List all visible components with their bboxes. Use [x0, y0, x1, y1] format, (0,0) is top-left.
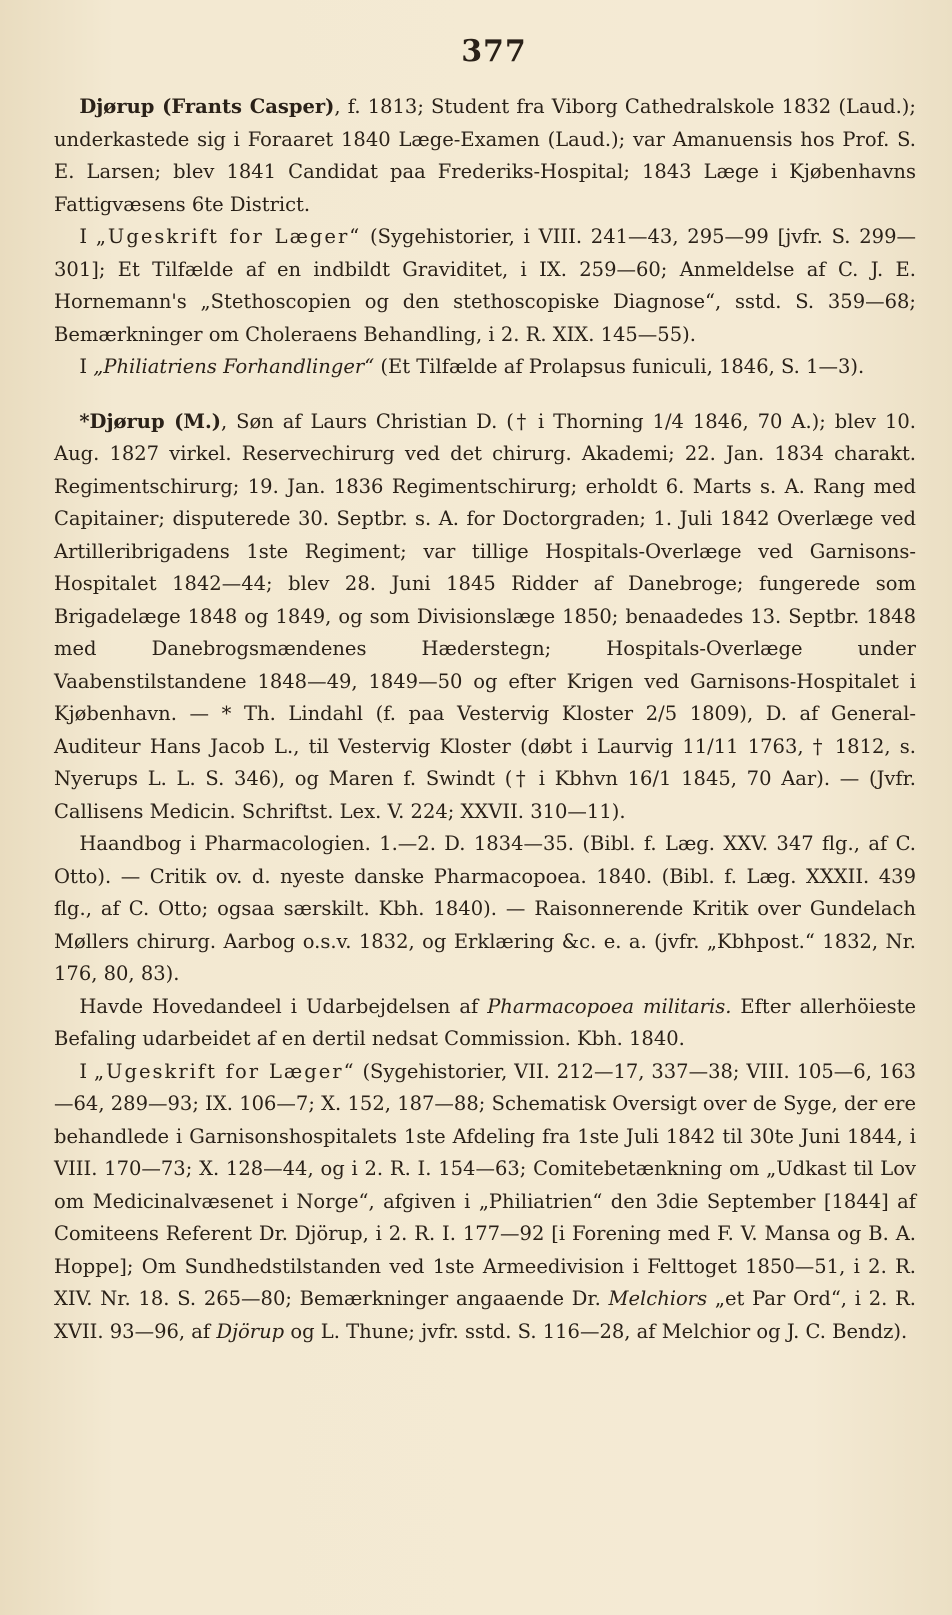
- journal-title: „Philiatriens Forhandlinger“: [93, 355, 375, 378]
- entry-bio-paragraph: [54, 91, 916, 221]
- publication-text: (Et Tilfælde af Prolapsus funiculi, 1846, S. 1—3).: [374, 355, 865, 378]
- entry-bio-paragraph: [54, 406, 916, 829]
- publications-paragraph: [54, 351, 916, 384]
- author-name: Djörup: [216, 1319, 285, 1343]
- lead-text: I: [79, 355, 94, 378]
- entry-m-djorup: [54, 406, 916, 1349]
- entry-frants-casper-djorup: [54, 91, 916, 384]
- entry-heading: *Djørup (M.): [79, 409, 221, 433]
- entry-bio-text: , Søn af Laurs Christian D. († i Thorning 1/4 1846, 70 A.); blev 10. Aug. 1827 virkel. Reservechirurg ved det chirurg. Akademi; 22. Jan. 1834 charakt. Regimentschirurg; 19. Jan. 1836 Regimentschirurg; erholdt 6. Marts s. A. Rang med Capitainer; disputerede 30. Septbr. s. A. for Doctorgraden; 1. Juli 1842 Overlæge ved Artilleribrigadens 1ste Regiment; var tillige Hospitals-Overlæge ved Garnisons-Hospitalet 1842—44; blev 28. Juni 1845 Ridder af Danebroge; fungerede som Brigadelæge 1848 og 1849, og som Divisionslæge 1850; benaadedes 13. Septbr. 1848 med Danebrogsmændenes Hæderstegn; Hospitals-Overlæge under Vaabenstilstandene 1848—49, 1849—50 og efter Krigen ved Garnisons-Hospitalet i Kjøbenhavn. — * Th. Lindahl (f. paa Vestervig Kloster 2/5 1809), D. af General-Auditeur Hans Jacob L., til Vestervig Kloster (døbt i Laurvig 11/11 1763, † 1812, s. Nyerups L. L. S. 346), og Maren f. Swindt († i Kbhvn 16/1 1845, 70 Aar). — (Jvfr. Callisens Medicin. Schriftst. Lex. V. 224; XXVII. 310—11).: [54, 409, 917, 823]
- lead-text: I: [79, 225, 96, 248]
- author-name: Melchiors: [608, 1287, 708, 1310]
- publication-text: og L. Thune; jvfr. sstd. S. 116—28, af Melchior og J. C. Bendz).: [284, 1319, 908, 1343]
- publication-text: (Sygehistorier, i VIII. 241—43, 295—99 [jvfr. S. 299—301]; Et Tilfælde af en indbildt Graviditet, i IX. 259—60; Anmeldelse af C. J. E. Hornemann's „Stethoscopien og den stethoscopiske Diagnose“, sstd. S. 359—68; Bemærkninger om Choleraens Behandling, i 2. R. XIX. 145—55).: [54, 225, 916, 346]
- publications-paragraph: [54, 991, 916, 1056]
- publication-text: Efter allerhöieste Befaling udarbeidet af en dertil nedsat Commission. Kbh. 1840.: [54, 994, 917, 1050]
- publications-paragraph: Haandbog i Pharmacologien. 1.—2. D. 1834—35. (Bibl. f. Læg. XXV. 347 flg., af C. Otto). — Critik ov. d. nyeste danske Pharmacopoea. 1840. (Bibl. f. Læg. XXXII. 439 flg., af C. Otto; ogsaa særskilt. Kbh. 1840). — Raisonnerende Kritik over Gundelach Møllers chirurg. Aarbog o.s.v. 1832, og Erklæring &c. e. a. (jvfr. „Kbhpost.“ 1832, Nr. 176, 80, 83).: [54, 832, 916, 985]
- publications-paragraph: [54, 1056, 916, 1349]
- lead-text: Havde Hovedandeel i Udarbejdelsen af: [79, 994, 488, 1018]
- publication-title: Pharmacopoea militaris.: [487, 994, 732, 1018]
- publication-text: (Sygehistorier, VII. 212—17, 337—38; VIII. 105—6, 163—64, 289—93; IX. 106—7; X. 152, 187—88; Schematisk Oversigt over de Syge, der ere behandlede i Garnisonshospitalets 1ste Afdeling fra 1ste Juli 1842 til 30te Juni 1844, i VIII. 170—73; X. 128—44, og i 2. R. I. 154—63; Comitebetænkning om „Udkast til Lov om Medicinalvæsenet i Norge“, afgiven i „Philiatrien“ den 3die September [1844] af Comiteens Referent Dr. Djörup, i 2. R. I. 177—92 [i Forening med F. V. Mansa og B. A. Hoppe]; Om Sundhedstilstanden ved 1ste Armeedivision i Felttoget 1850—51, i 2. R. XIV. Nr. 18. S. 265—80; Bemærkninger angaaende Dr.: [54, 1059, 917, 1310]
- lead-text: I: [79, 1059, 94, 1083]
- publication-text: „et Par Ord“, i 2. R. XVII. 93—96, af: [54, 1287, 916, 1343]
- journal-title: „Ugeskrift for Læger“: [93, 1059, 356, 1083]
- entry-bio-text: , f. 1813; Student fra Viborg Cathedralskole 1832 (Laud.); underkastede sig i Foraaret 1840 Læge-Examen (Laud.); var Amanuensis hos Prof. S. E. Larsen; blev 1841 Candidat paa Frederiks-Hospital; 1843 Læge i Kjøbenhavns Fattigvæsens 6te District.: [54, 95, 916, 216]
- journal-title: „Ugeskrift for Læger“: [95, 225, 362, 248]
- page-number: 377: [461, 34, 527, 69]
- entry-heading: Djørup (Frants Casper): [79, 95, 335, 118]
- entry-separator: [54, 384, 916, 406]
- publications-paragraph: [54, 221, 916, 351]
